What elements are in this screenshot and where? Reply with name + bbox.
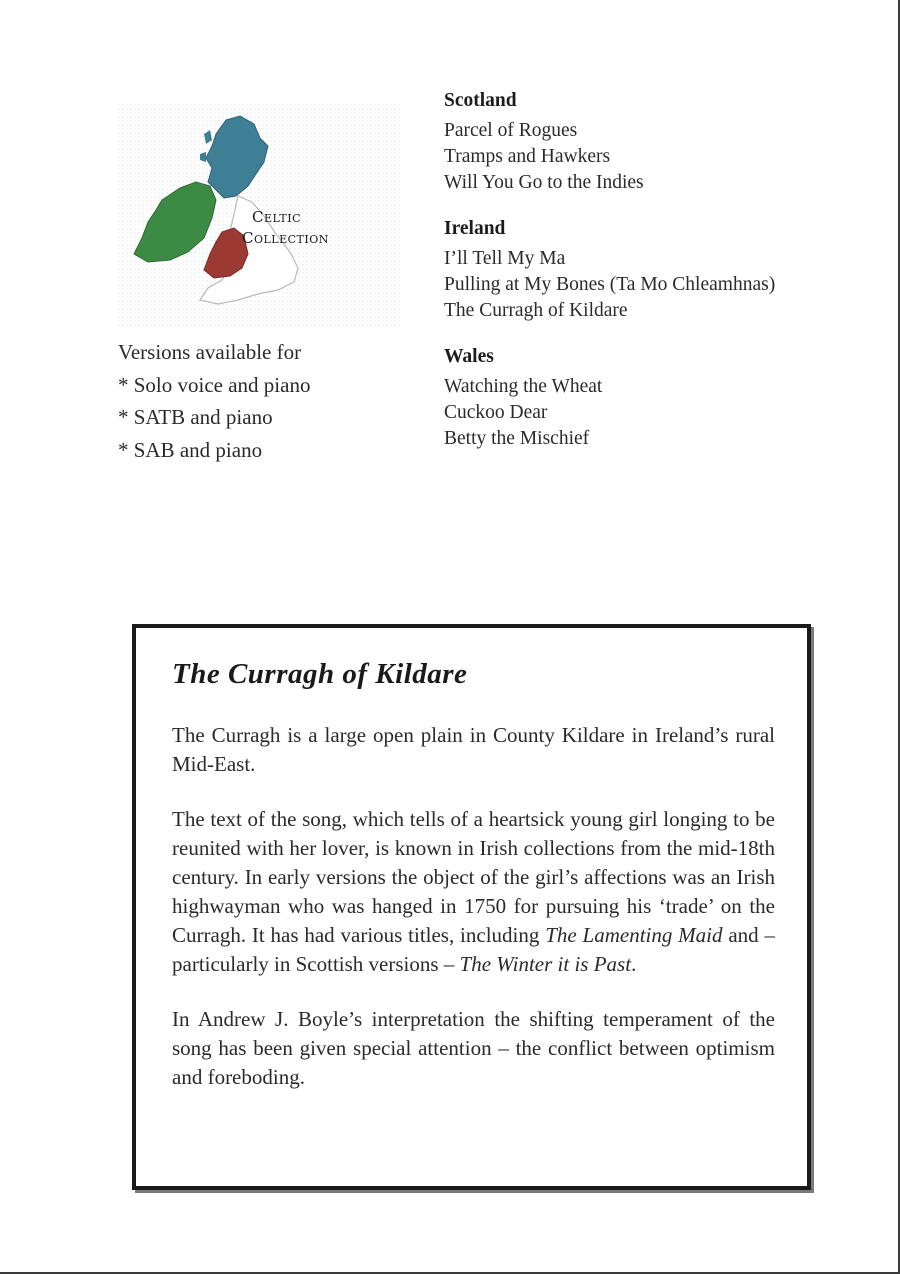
alt-title-winter-it-is-past: The Winter it is Past bbox=[459, 952, 632, 976]
song-title: I’ll Tell My Ma bbox=[444, 248, 566, 269]
song-info-title: The Curragh of Kildare bbox=[172, 658, 468, 690]
version-item: * SAB and piano bbox=[118, 437, 263, 462]
song-title: Betty the Mischief bbox=[444, 428, 590, 449]
song-list bbox=[444, 88, 775, 472]
song-title: Will You Go to the Indies bbox=[444, 172, 644, 193]
song-info-paragraph-1: The Curragh is a large open plain in County Kildare in Ireland’s rural Mid-East. bbox=[172, 723, 775, 776]
group-heading: Scotland bbox=[444, 90, 517, 111]
song-group-scotland bbox=[444, 88, 775, 196]
versions-list bbox=[118, 336, 310, 466]
song-title: Parcel of Rogues bbox=[444, 120, 578, 141]
song-info-box bbox=[132, 624, 811, 1190]
versions-heading: Versions available for bbox=[118, 340, 302, 364]
logo-title-line1: Celtic bbox=[252, 208, 302, 226]
version-item: * SATB and piano bbox=[118, 405, 273, 429]
logo-title-line2: Collection bbox=[242, 229, 329, 247]
song-group-ireland bbox=[444, 216, 775, 324]
song-title: Cuckoo Dear bbox=[444, 402, 548, 423]
version-item: * Solo voice and piano bbox=[118, 372, 311, 397]
group-heading: Ireland bbox=[444, 218, 506, 239]
group-heading: Wales bbox=[444, 346, 494, 367]
song-info-content bbox=[172, 658, 775, 1118]
song-title: Watching the Wheat bbox=[444, 376, 603, 397]
song-title: Tramps and Hawkers bbox=[444, 146, 611, 167]
song-info-paragraph-3: In Andrew J. Boyle’s interpretation the shifting temperament of the song has been given special attention – the conflict between optimism and foreboding. bbox=[172, 1007, 775, 1089]
song-info-paragraph-2 bbox=[172, 805, 775, 979]
song-title: Pulling at My Bones (Ta Mo Chleamhnas) bbox=[444, 274, 776, 295]
celtic-collection-logo bbox=[118, 104, 400, 326]
para2-text-b: and – particularly in Scottish versions – bbox=[172, 923, 775, 976]
song-group-wales bbox=[444, 344, 775, 452]
para2-text-c: . bbox=[631, 952, 637, 976]
song-title: The Curragh of Kildare bbox=[444, 300, 628, 321]
alt-title-lamenting-maid: The Lamenting Maid bbox=[545, 923, 723, 947]
para2-text-a: The text of the song, which tells of a heartsick young girl longing to be reunited with her lover, is known in Irish collections from the mid-18th century. In early versions the object of the girl’s affections was an Irish highwayman who was hanged in 1750 for pursuing his ‘trade’ on the Curragh. It has had various titles, including bbox=[172, 807, 775, 947]
